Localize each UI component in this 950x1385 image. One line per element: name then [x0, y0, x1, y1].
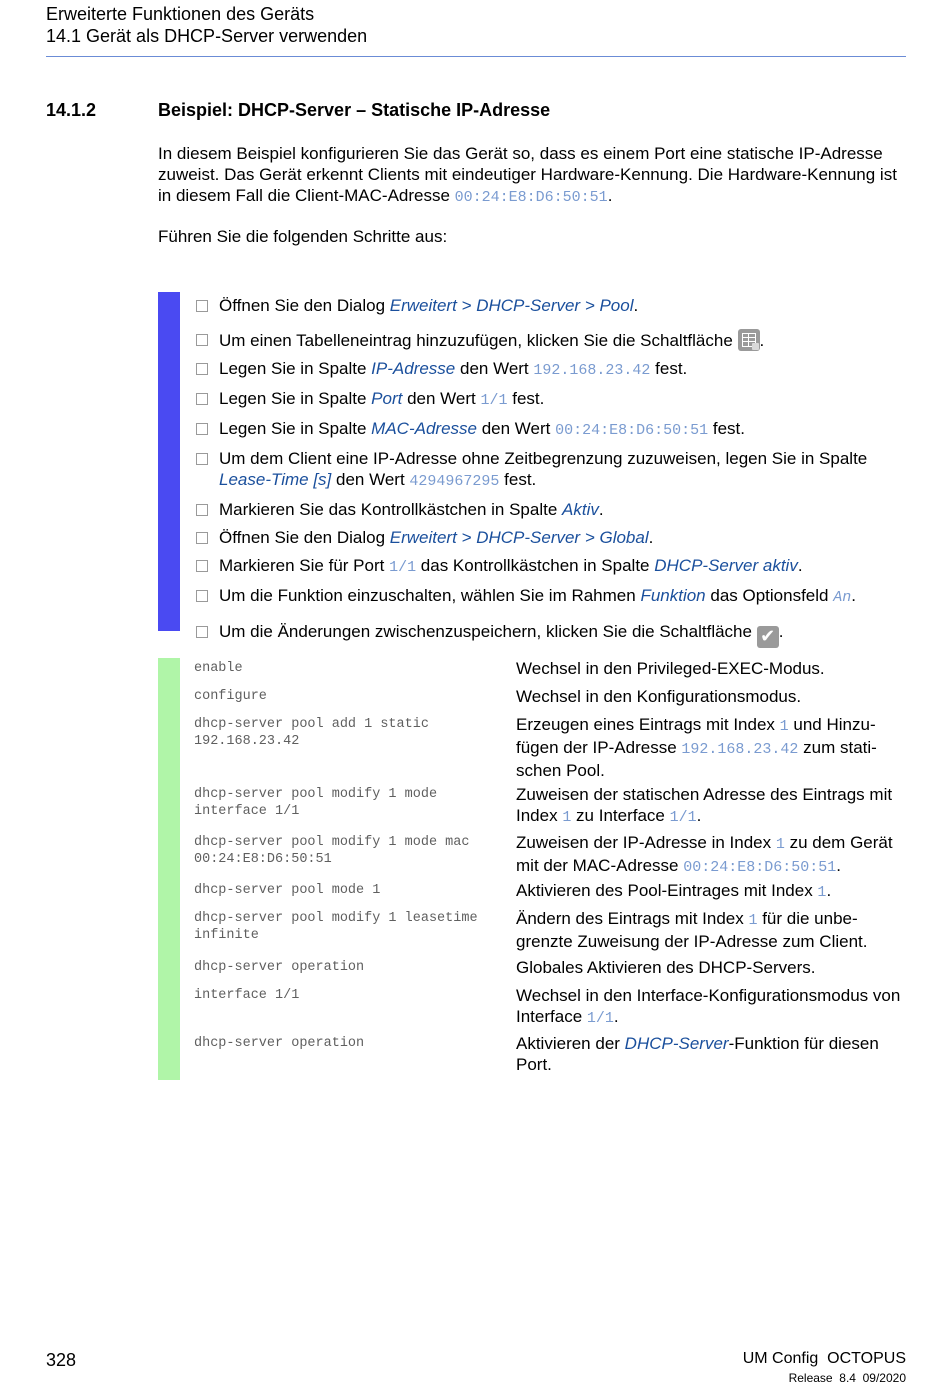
code-value: 1	[562, 809, 572, 826]
step-text: .	[648, 528, 654, 547]
step-text: .	[633, 296, 639, 315]
step-item	[196, 621, 906, 648]
code-value: 1/1	[389, 559, 417, 576]
code-value: 1	[779, 718, 789, 735]
desc-text: Wechsel in den Interface-Konfigurationsmodus von Interface	[516, 986, 901, 1026]
checkbox-icon	[196, 423, 208, 435]
cli-description: Wechsel in den Konfigurationsmodus.	[516, 687, 802, 706]
cli-description	[516, 832, 908, 878]
checkbox-icon	[196, 590, 208, 602]
checkbox-icon	[196, 300, 208, 312]
release-info: Release 8.4 09/2020	[788, 1371, 906, 1385]
frame-link[interactable]: Funktion	[640, 586, 706, 605]
step-item	[196, 555, 906, 578]
cli-description: Wechsel in den Privileged-EXEC-Modus.	[516, 659, 825, 678]
page-number: 328	[46, 1350, 77, 1370]
desc-text: .	[613, 1007, 619, 1026]
step-text: .	[778, 622, 784, 641]
column-link[interactable]: Aktiv	[562, 500, 599, 519]
cli-command: dhcp-server pool modify 1 leasetime infinite	[194, 911, 478, 943]
step-item	[196, 329, 906, 351]
step-text: fest.	[708, 419, 745, 438]
dialog-link[interactable]: Erweitert > DHCP-Server > Global	[389, 528, 649, 547]
checkbox-icon	[196, 532, 208, 544]
code-value: 1	[775, 836, 785, 853]
step-text: Legen Sie in Spalte	[219, 389, 372, 408]
code-value: 192.168.23.42	[681, 741, 799, 758]
cli-description	[516, 784, 908, 828]
checkbox-icon	[196, 504, 208, 516]
cli-sidebar-bar	[158, 658, 180, 1080]
code-value: 4294967295	[409, 473, 500, 490]
code-value: 1/1	[480, 392, 508, 409]
lead-text: Führen Sie die folgenden Schritte aus:	[158, 227, 448, 246]
code-value: 1	[817, 884, 827, 901]
step-text: Öffnen Sie den Dialog	[219, 296, 390, 315]
desc-text: Aktivieren der	[516, 1034, 625, 1053]
desc-text: Zuweisen der IP-Adresse in Index	[516, 833, 776, 852]
step-text: Um einen Tabelleneintrag hinzuzufügen, klicken Sie die Schaltfläche	[219, 331, 738, 350]
section-title: Beispiel: DHCP-Server – Statische IP-Adresse	[158, 100, 551, 120]
step-text: den Wert	[402, 389, 481, 408]
cli-command: dhcp-server operation	[194, 1036, 365, 1051]
cli-command: dhcp-server pool add 1 static 192.168.23.42	[194, 717, 429, 749]
step-text: Um die Änderungen zwischenzuspeichern, klicken Sie die Schaltfläche	[219, 622, 757, 641]
desc-text: Ändern des Eintrags mit Index	[516, 909, 749, 928]
step-text: fest.	[507, 389, 545, 408]
cli-description	[516, 880, 908, 903]
step-text: den Wert	[476, 419, 556, 438]
step-text: .	[759, 331, 765, 350]
step-text: das Optionsfeld	[705, 586, 834, 605]
step-text: .	[797, 556, 803, 575]
checkbox-icon	[196, 453, 208, 465]
desc-text: .	[826, 881, 832, 900]
column-link[interactable]: IP-Adresse	[371, 359, 456, 378]
intro-text: In diesem Beispiel konfigurieren Sie das Gerät so, dass es einem Port eine statische IP-Adresse zuweist. Das Gerät erkennt Clients mit eindeutiger Hardware-Kennung. Die Hardware-Kennung ist in diesem Fall die Client-MAC-Adresse	[158, 144, 897, 205]
cli-command: dhcp-server pool modify 1 mode mac 00:24:E8:D6:50:51	[194, 835, 470, 867]
step-item	[196, 388, 906, 411]
step-text: Legen Sie in Spalte	[219, 419, 372, 438]
step-text: Legen Sie in Spalte	[219, 359, 372, 378]
step-text: .	[851, 586, 856, 605]
desc-text: Aktivieren des Pool-Eintrages mit Index	[516, 881, 818, 900]
step-text: Um dem Client eine IP-Adresse ohne Zeitbegrenzung zuzuweisen, legen Sie in Spalte	[219, 449, 868, 468]
cli-command: dhcp-server pool mode 1	[194, 883, 381, 898]
code-value: 00:24:E8:D6:50:51	[683, 859, 837, 876]
header-divider	[46, 56, 906, 57]
add-table-entry-icon	[738, 329, 760, 351]
step-item	[196, 499, 906, 520]
desc-text: Zuweisen der statischen Adresse des Eintrags mit Index	[516, 785, 893, 825]
cli-description	[516, 714, 908, 781]
code-value: 1/1	[586, 1010, 614, 1027]
column-link[interactable]: Lease-Time [s]	[219, 470, 332, 489]
column-link[interactable]: MAC-Adresse	[371, 419, 477, 438]
document-title: UM Config OCTOPUS	[742, 1350, 906, 1367]
desc-text: .	[696, 806, 702, 825]
desc-text: .	[836, 856, 841, 875]
checkbox-icon	[196, 334, 208, 346]
checkbox-icon	[196, 363, 208, 375]
step-item	[196, 295, 906, 316]
function-link[interactable]: DHCP-Server	[624, 1034, 729, 1053]
step-item	[196, 585, 906, 608]
cli-description	[516, 908, 908, 952]
step-text: Markieren Sie das Kontrollkästchen in Spalte	[219, 500, 563, 519]
cli-command: configure	[194, 689, 267, 704]
column-link[interactable]: DHCP-Server aktiv	[654, 556, 798, 575]
code-value: An	[833, 589, 852, 606]
desc-text: -Funktion für diesen Port.	[516, 1034, 879, 1074]
cli-command: enable	[194, 661, 243, 676]
desc-text: zu Interface	[571, 806, 670, 825]
running-header-chapter: Erweiterte Funktionen des Geräts	[46, 4, 315, 24]
intro-paragraph	[158, 143, 908, 208]
step-text: fest.	[650, 359, 688, 378]
dialog-link[interactable]: Erweitert > DHCP-Server > Pool	[389, 296, 634, 315]
intro-end: .	[607, 186, 613, 205]
intro-mac-code: 00:24:E8:D6:50:51	[454, 189, 608, 206]
column-link[interactable]: Port	[371, 389, 403, 408]
step-list	[196, 292, 906, 648]
cli-description	[516, 985, 908, 1029]
step-text: den Wert	[331, 470, 410, 489]
step-text: .	[598, 500, 604, 519]
steps-sidebar-bar	[158, 292, 180, 631]
code-value: 1/1	[669, 809, 697, 826]
code-value: 00:24:E8:D6:50:51	[555, 422, 709, 439]
checkbox-icon	[196, 626, 208, 638]
step-text: fest.	[499, 470, 537, 489]
desc-text: für die unbe-grenzte Zuweisung der IP-Adresse zum Client.	[516, 909, 868, 951]
cli-command: interface 1/1	[194, 988, 300, 1003]
desc-text: Erzeugen eines Eintrags mit Index	[516, 715, 780, 734]
step-text: Markieren Sie für Port	[219, 556, 390, 575]
desc-text: zu dem Gerät mit der MAC-Adresse	[516, 833, 893, 875]
save-check-icon: ✔	[757, 626, 779, 648]
cli-description: Globales Aktivieren des DHCP-Servers.	[516, 958, 816, 977]
step-text: Öffnen Sie den Dialog	[219, 528, 390, 547]
running-header-section: 14.1 Gerät als DHCP-Server verwenden	[46, 26, 368, 46]
checkbox-icon	[196, 560, 208, 572]
step-text: den Wert	[455, 359, 534, 378]
desc-text: und Hinzu-fügen der IP-Adresse	[516, 715, 876, 757]
checkbox-icon	[196, 393, 208, 405]
step-text: Um die Funktion einzuschalten, wählen Sie im Rahmen	[219, 586, 641, 605]
desc-text: zum stati-schen Pool.	[516, 738, 877, 780]
step-item	[196, 448, 906, 492]
cli-description	[516, 1033, 908, 1075]
step-text: das Kontrollkästchen in Spalte	[416, 556, 655, 575]
step-item	[196, 358, 906, 381]
code-value: 192.168.23.42	[533, 362, 651, 379]
code-value: 1	[748, 912, 758, 929]
section-number: 14.1.2	[46, 100, 97, 120]
step-item	[196, 418, 906, 441]
cli-command: dhcp-server operation	[194, 960, 365, 975]
cli-command: dhcp-server pool modify 1 mode interface 1/1	[194, 787, 438, 819]
step-item	[196, 527, 906, 548]
